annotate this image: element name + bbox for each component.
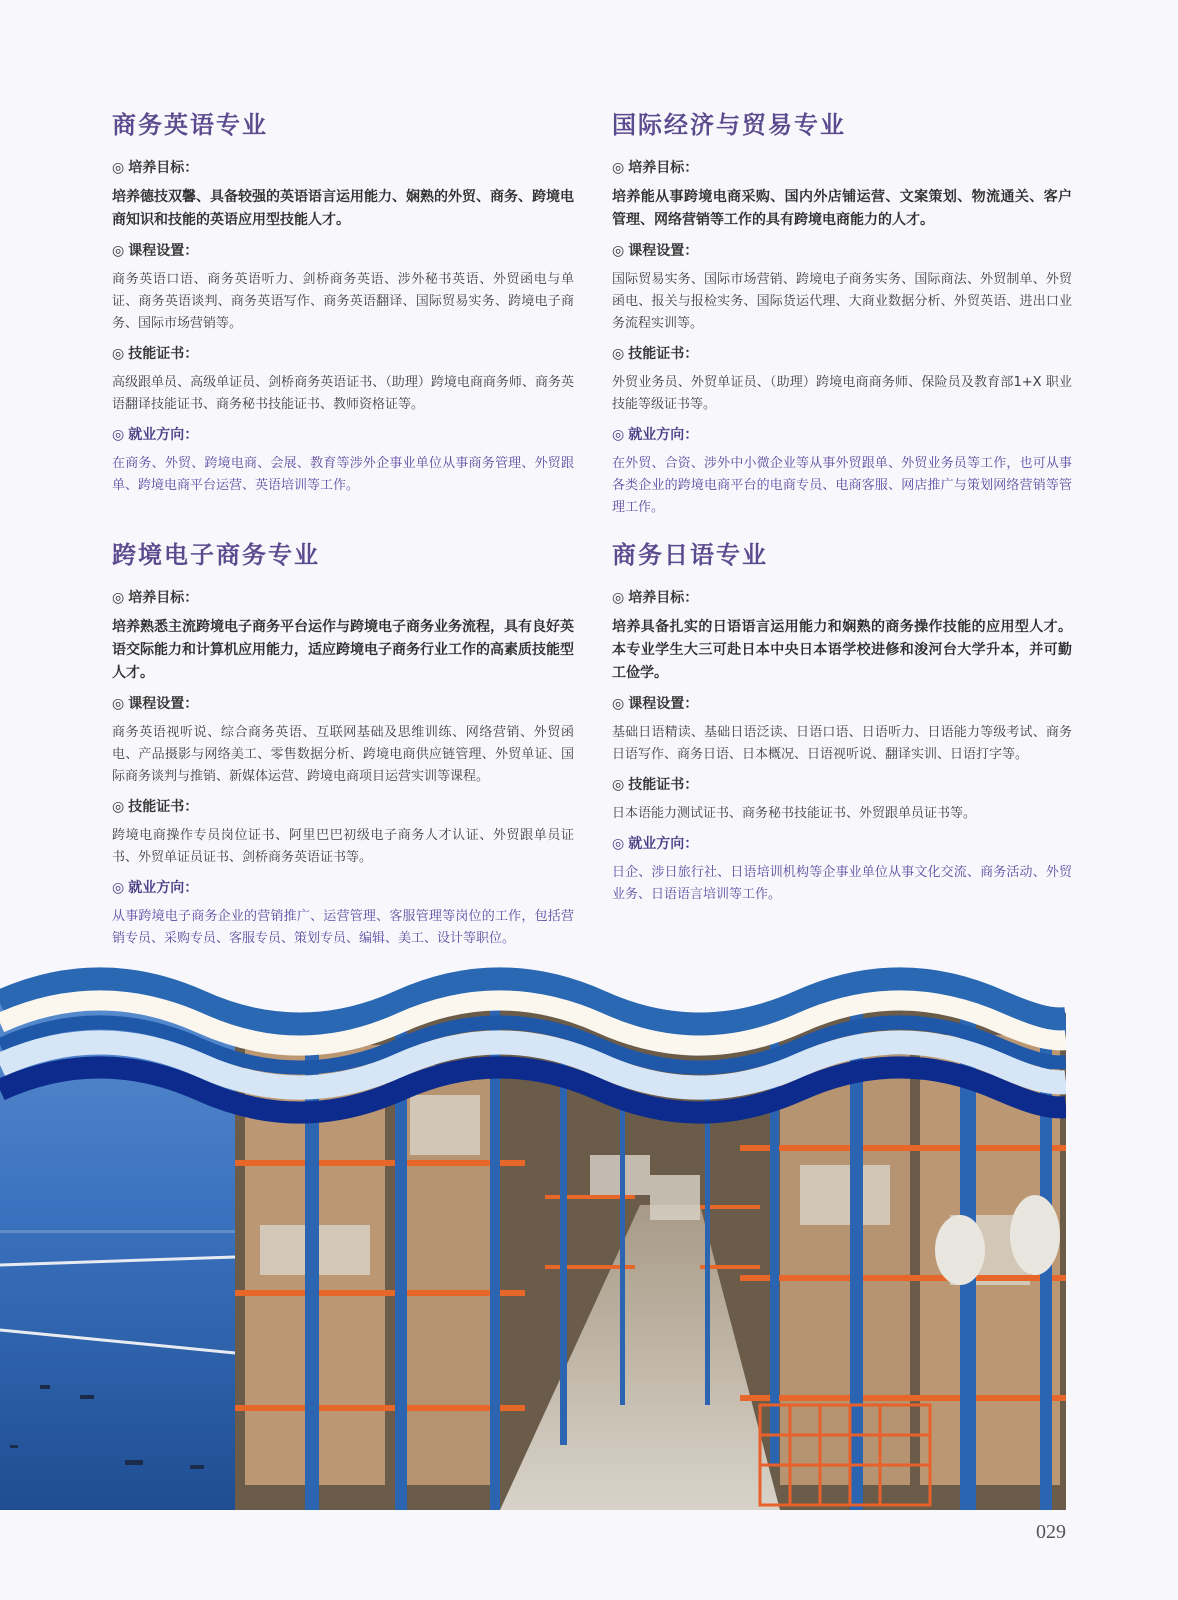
cert-text: 外贸业务员、外贸单证员、（助理）跨境电商商务师、保险员及教育部1+X 职业技能等级证书等。 <box>612 375 1072 412</box>
job-label: ◎ 就业方向： <box>112 880 199 896</box>
goal-label: ◎ 培养目标： <box>612 590 699 606</box>
course-label: ◎ 课程设置： <box>112 243 199 259</box>
circle-marker-icon: ◎ <box>612 590 625 606</box>
circle-marker-icon: ◎ <box>612 777 625 793</box>
circle-marker-icon: ◎ <box>612 346 625 362</box>
circle-marker-icon: ◎ <box>612 836 625 852</box>
section-title: 跨境电子商务专业 <box>112 540 320 569</box>
job-label: ◎ 就业方向： <box>112 427 199 443</box>
job-text: 日企、涉日旅行社、日语培训机构等企事业单位从事文化交流、商务活动、外贸业务、日语语言培训等工作。 <box>612 865 1072 902</box>
goal-text: 培养具备扎实的日语语言运用能力和娴熟的商务操作技能的应用型人才。本专业学生大三可赴日本中央日本语学校进修和浚河台大学升本，并可勤工俭学。 <box>612 619 1072 681</box>
goal-text: 培养熟悉主流跨境电子商务平台运作与跨境电子商务业务流程，具有良好英语交际能力和计算机应用能力，适应跨境电子商务行业工作的高素质技能型人才。 <box>112 619 574 681</box>
circle-marker-icon: ◎ <box>112 880 125 896</box>
section-title: 商务英语专业 <box>112 110 268 139</box>
course-text: 商务英语视听说、综合商务英语、互联网基础及思维训练、网络营销、外贸函电、产品摄影与网络美工、零售数据分析、跨境电商供应链管理、外贸单证、国际商务谈判与推销、新媒体运营、跨境电商项目运营实训等课程。 <box>112 725 574 784</box>
job-text: 在商务、外贸、跨境电商、会展、教育等涉外企事业单位从事商务管理、外贸跟单、跨境电商平台运营、英语培训等工作。 <box>112 456 574 493</box>
circle-marker-icon: ◎ <box>112 346 125 362</box>
page-number: 029 <box>1036 1521 1066 1543</box>
circle-marker-icon: ◎ <box>112 427 125 443</box>
goal-label: ◎ 培养目标： <box>112 160 199 176</box>
course-label: ◎ 课程设置： <box>112 696 199 712</box>
circle-marker-icon: ◎ <box>112 160 125 176</box>
goal-label: ◎ 培养目标： <box>612 160 699 176</box>
section-business-japanese <box>612 540 1072 915</box>
section-title: 国际经济与贸易专业 <box>612 110 846 139</box>
course-text: 基础日语精读、基础日语泛读、日语口语、日语听力、日语能力等级考试、商务日语写作、商务日语、日本概况、日语视听说、翻译实训、日语打字等。 <box>612 725 1072 762</box>
course-label: ◎ 课程设置： <box>612 696 699 712</box>
cert-label: ◎ 技能证书： <box>112 799 199 815</box>
section-international-trade <box>612 110 1072 528</box>
circle-marker-icon: ◎ <box>612 243 625 259</box>
section-business-english <box>112 110 574 506</box>
section-cross-border-ecommerce <box>112 540 574 959</box>
course-label: ◎ 课程设置： <box>612 243 699 259</box>
circle-marker-icon: ◎ <box>112 799 125 815</box>
course-text: 商务英语口语、商务英语听力、剑桥商务英语、涉外秘书英语、外贸函电与单证、商务英语谈判、商务英语写作、商务英语翻译、国际贸易实务、跨境电子商务、国际市场营销等。 <box>112 272 574 331</box>
cert-text: 跨境电商操作专员岗位证书、阿里巴巴初级电子商务人才认证、外贸跟单员证书、外贸单证员证书、剑桥商务英语证书等。 <box>112 828 574 865</box>
section-title: 商务日语专业 <box>612 540 768 569</box>
circle-marker-icon: ◎ <box>612 427 625 443</box>
cert-text: 日本语能力测试证书、商务秘书技能证书、外贸跟单员证书等。 <box>612 806 977 821</box>
circle-marker-icon: ◎ <box>112 243 125 259</box>
job-label: ◎ 就业方向： <box>612 427 699 443</box>
job-text: 从事跨境电子商务企业的营销推广、运营管理、客服管理等岗位的工作，包括营销专员、采购专员、客服专员、策划专员、编辑、美工、设计等职位。 <box>112 909 574 946</box>
cert-label: ◎ 技能证书： <box>112 346 199 362</box>
job-text: 在外贸、合资、涉外中小微企业等从事外贸跟单、外贸业务员等工作，也可从事各类企业的跨境电商平台的电商专员、电商客服、网店推广与策划网络营销等管理工作。 <box>612 456 1072 515</box>
photo-banner <box>0 965 1066 1510</box>
circle-marker-icon: ◎ <box>612 696 625 712</box>
circle-marker-icon: ◎ <box>112 696 125 712</box>
cert-text: 高级跟单员、高级单证员、剑桥商务英语证书、（助理）跨境电商商务师、商务英语翻译技能证书、商务秘书技能证书、教师资格证等。 <box>112 375 574 412</box>
job-label: ◎ 就业方向： <box>612 836 699 852</box>
goal-label: ◎ 培养目标： <box>112 590 199 606</box>
course-text: 国际贸易实务、国际市场营销、跨境电子商务实务、国际商法、外贸制单、外贸函电、报关与报检实务、国际货运代理、大商业数据分析、外贸英语、进出口业务流程实训等。 <box>612 272 1072 331</box>
goal-text: 培养能从事跨境电商采购、国内外店铺运营、文案策划、物流通关、客户管理、网络营销等工作的具有跨境电商能力的人才。 <box>612 189 1072 228</box>
cert-label: ◎ 技能证书： <box>612 346 699 362</box>
circle-marker-icon: ◎ <box>612 160 625 176</box>
goal-text: 培养德技双馨、具备较强的英语语言运用能力、娴熟的外贸、商务、跨境电商知识和技能的英语应用型技能人才。 <box>112 189 574 228</box>
circle-marker-icon: ◎ <box>112 590 125 606</box>
cert-label: ◎ 技能证书： <box>612 777 699 793</box>
